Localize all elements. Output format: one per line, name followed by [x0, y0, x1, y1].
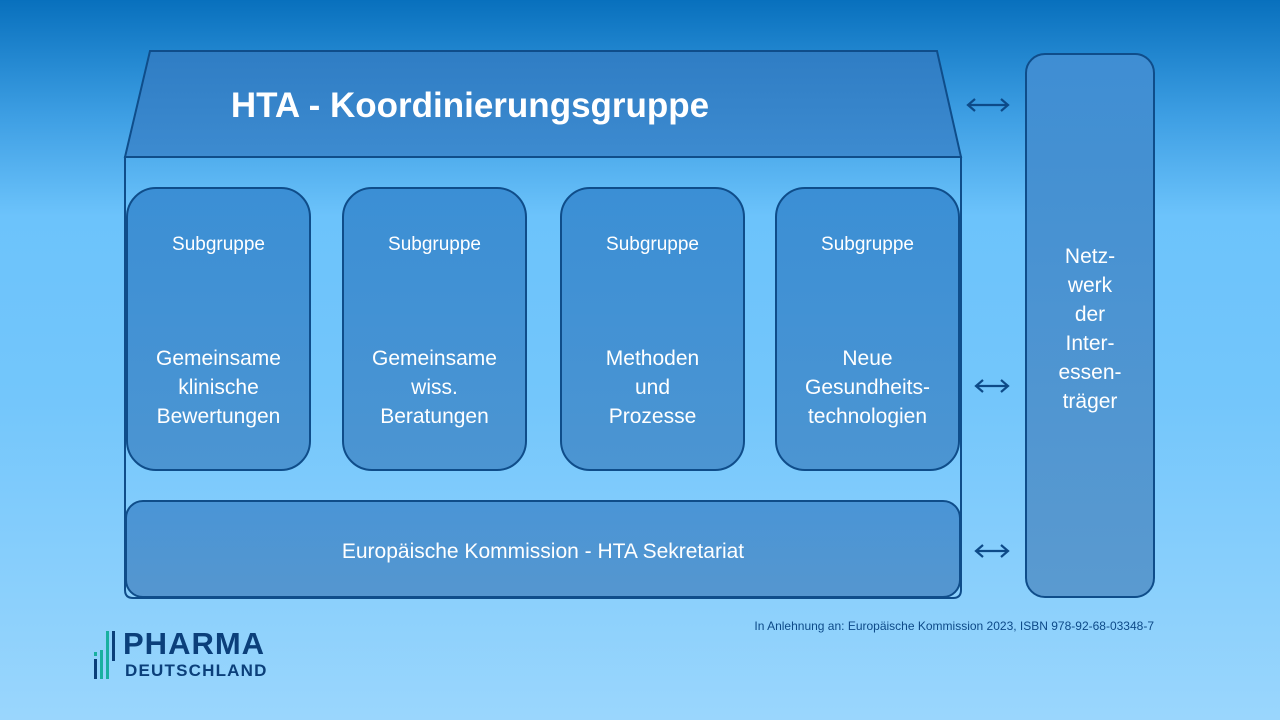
- commission-secretariat-box: [125, 500, 961, 598]
- stakeholder-network-label: [1027, 242, 1153, 416]
- subgroup-box-clinical-assessments: [126, 187, 311, 471]
- double-arrow-icon: [973, 541, 1011, 561]
- logo-bars-icon: [92, 628, 118, 680]
- commission-secretariat-label: Europäische Kommission - HTA Sekretariat: [341, 540, 745, 563]
- subgroup-name-line: technologien: [807, 405, 928, 428]
- subgroup-name-line: wiss.: [411, 376, 458, 399]
- subgroup-name: [777, 344, 958, 431]
- subgroup-name: [562, 344, 743, 431]
- subgroup-name-line: und: [634, 376, 671, 399]
- source-citation: In Anlehnung an: Europäische Kommission 2023, ISBN 978-92-68-03348-7: [754, 619, 1154, 633]
- subgroup-label: Subgruppe: [606, 234, 699, 255]
- subgroup-name-line: Beratungen: [380, 405, 489, 428]
- network-label-line: Inter-: [1065, 332, 1115, 355]
- stakeholder-network-box: [1025, 53, 1155, 598]
- subgroup-name: [128, 344, 309, 431]
- subgroup-label: Subgruppe: [821, 234, 914, 255]
- subgroup-label: Subgruppe: [388, 234, 481, 255]
- network-label-line: essen-: [1058, 361, 1122, 384]
- subgroup-name-line: Methoden: [605, 347, 700, 370]
- subgroup-name-line: Bewertungen: [156, 405, 281, 428]
- subgroup-name-line: klinische: [178, 376, 259, 399]
- pharma-deutschland-logo: [92, 628, 282, 684]
- subgroup-name-line: Gesundheits-: [805, 376, 930, 399]
- network-label-line: Netz-: [1064, 245, 1116, 268]
- network-label-line: der: [1074, 303, 1106, 326]
- network-label-line: träger: [1062, 390, 1118, 413]
- double-arrow-icon: [965, 95, 1011, 115]
- subgroup-name-line: Prozesse: [608, 405, 697, 428]
- subgroup-name-line: Neue: [842, 347, 893, 370]
- logo-word-deutschland: DEUTSCHLAND: [125, 661, 268, 680]
- subgroup-box-new-health-technologies: [775, 187, 960, 471]
- subgroup-name: [344, 344, 525, 431]
- subgroup-name-line: Gemeinsame: [156, 347, 281, 370]
- coordination-group-title: HTA - Koordinierungsgruppe: [230, 86, 710, 125]
- network-label-line: werk: [1067, 274, 1113, 297]
- subgroup-box-methods-processes: [560, 187, 745, 471]
- logo-word-pharma: PHARMA: [123, 626, 266, 661]
- subgroup-box-scientific-consultations: [342, 187, 527, 471]
- subgroup-name-line: Gemeinsame: [372, 347, 497, 370]
- double-arrow-icon: [973, 376, 1011, 396]
- subgroup-label: Subgruppe: [172, 234, 265, 255]
